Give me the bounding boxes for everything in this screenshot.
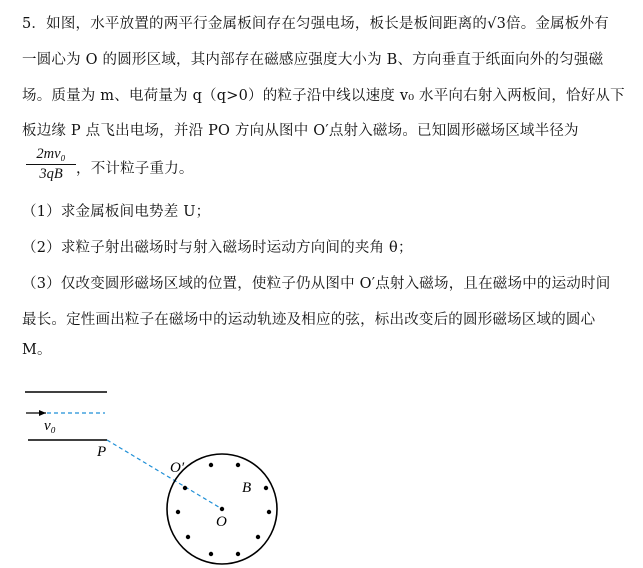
question-2: （2）求粒子射出磁场时与射入磁场时运动方向间的夹角 θ； <box>22 240 413 256</box>
field-dots <box>176 463 271 556</box>
line1-post: 倍。金属板外有 <box>506 16 609 32</box>
field-dot <box>176 510 180 514</box>
label-B: B <box>242 480 252 496</box>
field-dot <box>209 463 213 467</box>
field-dot <box>264 486 268 490</box>
sqrt3: √3 <box>487 16 506 32</box>
trajectory-line <box>107 440 222 509</box>
line1-pre: 5．如图，水平放置的两平行金属板间存在匀强电场，板长是板间距离的 <box>22 16 488 32</box>
question-3-line-1: （3）仅改变圆形磁场区域的位置，使粒子仍从图中 O′点射入磁场，且在磁场中的运动时间 <box>22 276 611 292</box>
field-dot <box>209 552 213 556</box>
problem-line-2: 一圆心为 O 的圆形区域，其内部存在磁感应强度大小为 B、方向垂直于纸面向外的匀强磁 <box>22 52 604 68</box>
radius-fraction <box>26 146 76 183</box>
label-P: P <box>97 444 107 460</box>
field-dot <box>236 552 240 556</box>
fraction-denominator: 3qB <box>39 166 63 182</box>
velocity-arrowhead <box>39 410 46 416</box>
question-1: （1）求金属板间电势差 U； <box>22 204 211 220</box>
question-3-line-3: M。 <box>22 342 52 358</box>
fraction-numerator: 2mv₀ <box>26 146 76 165</box>
question-3-line-2: 最长。定性画出粒子在磁场中的运动轨迹及相应的弦，标出改变后的圆形磁场区域的圆心 <box>22 312 596 328</box>
field-dot <box>186 535 190 539</box>
field-dot <box>256 535 260 539</box>
problem-line-3: 场。质量为 m、电荷量为 q（q>0）的粒子沿中线以速度 v₀ 水平向右射入两板间，恰好从下 <box>22 88 625 104</box>
problem-line-4: 板边缘 P 点飞出电场，并沿 PO 方向从图中 O′点射入磁场。已知圆形磁场区域半径为 <box>22 123 579 139</box>
center-dot <box>220 507 224 511</box>
field-dot <box>183 486 187 490</box>
field-dot <box>267 510 271 514</box>
problem-line-1 <box>22 12 609 33</box>
label-O-prime: O′ <box>170 460 185 476</box>
label-O: O <box>216 514 227 530</box>
label-v0: v₀ <box>44 418 56 434</box>
field-dot <box>236 463 240 467</box>
physics-diagram <box>0 380 643 568</box>
problem-line-5: ，不计粒子重力。 <box>76 161 194 177</box>
